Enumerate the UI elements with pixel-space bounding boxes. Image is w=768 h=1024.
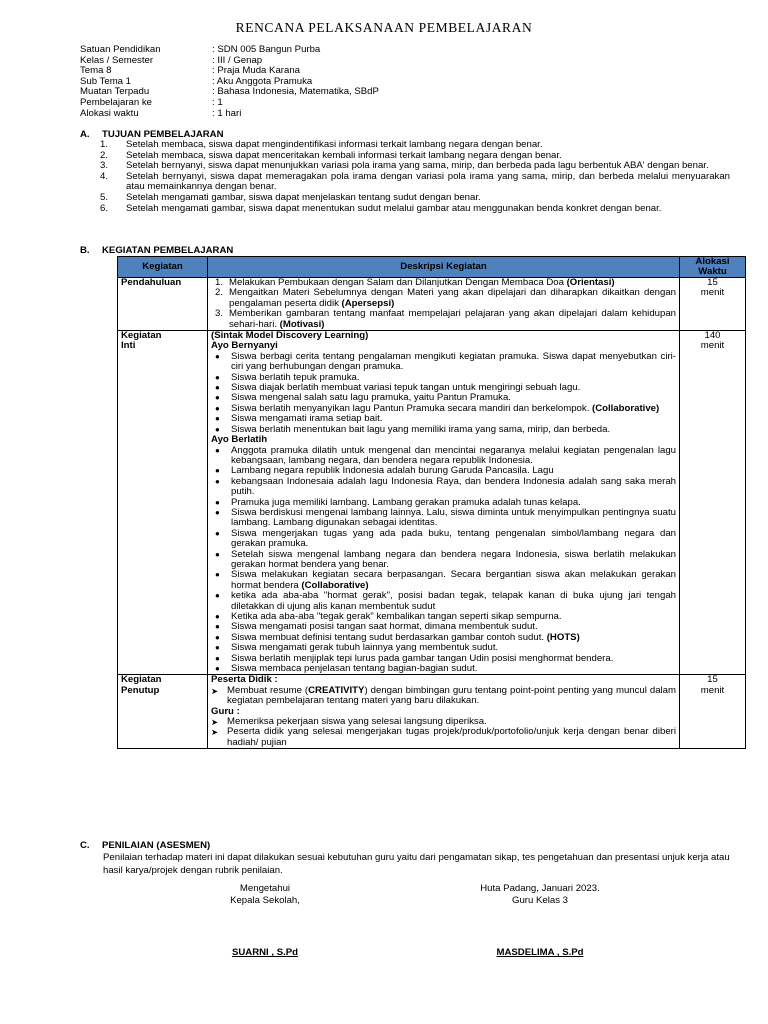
list-item <box>211 550 676 571</box>
objective-text: Setelah mengamati gambar, siswa dapat menentukan sudut melalui gambar atau menggunakan benda konkret dengan benar. <box>126 202 662 214</box>
bullet-dot-icon: ● <box>215 591 220 601</box>
bullet-dot-icon: ● <box>215 414 220 424</box>
list-item <box>211 288 676 309</box>
arrow-right-icon: ➤ <box>211 717 219 728</box>
info-row <box>80 98 520 109</box>
info-value: : 1 <box>212 96 223 108</box>
item-body: Anggota pramuka dilatih untuk mengenal dan mencintai negaranya melalui kegiatan pengenalan lagu kebangsaan, lambang negara, dan bendera negara republik Indonesia. <box>231 444 676 466</box>
section-b-heading: B. KEGIATAN PEMBELAJARAN <box>80 245 234 256</box>
signature-left: Mengetahui Kepala Sekolah, SUARNI , S.Pd <box>190 883 340 963</box>
objective-number: 3. <box>100 160 109 172</box>
item-body: Siswa membuat definisi tentang sudut berdasarkan gambar contoh sudut. <box>231 631 545 643</box>
info-label: Tema 8 <box>80 65 112 77</box>
phase-name: Pendahuluan <box>118 278 208 331</box>
item-body: Siswa mengamati irama setiap bait. <box>231 413 383 425</box>
phase-description <box>208 278 680 331</box>
bullet-dot-icon: ● <box>215 372 220 382</box>
item-emphasis: CREATIVITY <box>308 684 365 696</box>
objective-item <box>100 172 730 193</box>
bullet-dot-icon: ● <box>215 653 220 663</box>
learning-objectives-list <box>100 140 730 214</box>
objective-number: 6. <box>100 202 109 214</box>
item-body: Siswa berdiskusi mengenai lambang lainnya. Lalu, siswa diminta untuk menyimpulkan pentingnya suatu lambang. Lambang digunakan sebagai identitas. <box>231 506 676 529</box>
item-body: ketika ada aba-aba "hormat gerak", posisi badan tegak, telapak kanan di buka ujung jari tengah diletakkan di ujung alis kanan membentuk sudut <box>231 590 676 612</box>
bullet-dot-icon: ● <box>215 507 220 517</box>
info-value: : Aku Anggota Pramuka <box>212 75 313 87</box>
bullet-dot-icon: ● <box>215 643 220 653</box>
list-item <box>211 529 676 550</box>
item-tag: (Collaborative) <box>592 402 660 414</box>
bullet-dot-icon: ● <box>215 528 220 538</box>
item-body: Mengaitkan Materi Sebelumnya dengan Materi yang akan dipelajari dan diharapkan dikaitkan dengan pengalaman peserta didik <box>229 287 676 309</box>
table-row-pendahuluan <box>118 278 746 331</box>
peserta-label: Peserta Didik : <box>211 674 278 686</box>
list-item <box>211 591 676 612</box>
subheading-ayo-berlatih: Ayo Berlatih <box>211 434 268 446</box>
list-item <box>211 477 676 498</box>
bullet-dot-icon: ● <box>215 424 220 434</box>
item-text <box>231 446 676 467</box>
item-body: Siswa berlatih menyanyikan lagu Pantun Pramuka secara mandiri dan berkelompok. <box>231 402 590 414</box>
document-title: RENCANA PELAKSANAAN PEMBELAJARAN <box>235 20 533 35</box>
bullet-dot-icon: ● <box>215 393 220 403</box>
info-row <box>80 45 520 56</box>
subheading-ayo-bernyanyi: Ayo Bernyanyi <box>211 340 278 352</box>
item-text <box>231 550 676 571</box>
item-text <box>231 425 676 435</box>
item-body: Siswa diajak berlatih membuat variasi tepuk tangan untuk mengiringi sebuah lagu. <box>231 382 581 394</box>
bullet-dot-icon: ● <box>215 497 220 507</box>
objective-text: Setelah membaca, siswa dapat menceritakan kembali informasi terkait lambang negara dengan benar. <box>126 149 562 161</box>
info-label: Sub Tema 1 <box>80 75 132 87</box>
item-body: Setelah siswa mengenal lambang negara dan bendera negara Indonesia, siswa berlatih melakukan gerakan hormat bendera yang benar. <box>231 548 676 570</box>
info-value: : III / Genap <box>212 54 263 66</box>
item-text <box>231 477 676 498</box>
item-number: 1. <box>215 277 224 288</box>
item-text <box>231 508 676 529</box>
item-tag: (HOTS) <box>546 631 580 643</box>
section-a-heading: A. TUJUAN PEMBELAJARAN <box>80 129 224 140</box>
objective-text: Setelah bernyanyi, siswa dapat memeragakan pola irama dengan variasi pola irama yang sama, mirip, dan berbeda melalui menyuarakan atau memainkannya dengan benar. <box>126 170 730 193</box>
bullet-dot-icon: ● <box>215 570 220 580</box>
item-number: 2. <box>215 287 224 299</box>
info-label: Alokasi waktu <box>80 107 139 119</box>
list-item <box>211 570 676 591</box>
phase-time: 15 menit <box>680 278 746 331</box>
objective-number: 2. <box>100 149 109 161</box>
arrow-right-icon: ➤ <box>211 685 219 696</box>
list-item <box>211 686 676 707</box>
phase-time: 15 menit <box>680 675 746 749</box>
item-body: Membuat resume ( <box>227 684 309 696</box>
phase-time: 140 menit <box>680 331 746 675</box>
info-label: Pembelajaran ke <box>80 96 152 108</box>
list-item <box>211 309 676 330</box>
item-text <box>231 664 676 674</box>
info-value: : Praja Muda Karana <box>212 65 300 77</box>
item-text <box>231 352 676 373</box>
item-body-end: ) dengan bimbingan guru tentang point-point penting yang muncul dalam kegiatan pembelajaran tentang materi yang baru dilakukan. <box>227 684 676 707</box>
item-body: Siswa mengamati gerak tubuh lainnya yang membentuk sudut. <box>231 642 499 654</box>
bullet-dot-icon: ● <box>215 664 220 674</box>
bullet-dot-icon: ● <box>215 612 220 621</box>
bullet-dot-icon: ● <box>215 351 220 361</box>
item-body: Siswa melakukan kegiatan secara berpasangan. Secara bergantian siswa akan melakukan gerakan hormat bendera <box>231 569 676 591</box>
info-value: : Bahasa Indonesia, Matematika, SBdP <box>212 86 379 98</box>
header-alokasi: Alokasi Waktu <box>680 257 746 278</box>
info-row <box>80 56 520 67</box>
item-body: Siswa berlatih tepuk pramuka. <box>231 371 360 383</box>
table-header-row <box>118 257 746 278</box>
item-text <box>231 570 676 591</box>
item-text <box>227 727 676 748</box>
bullet-dot-icon: ● <box>215 466 220 476</box>
item-body: Siswa membaca penjelasan tentang bagian-bagian sudut. <box>231 663 478 675</box>
info-value: : 1 hari <box>212 107 242 119</box>
item-tag: (Apersepsi) <box>341 297 395 309</box>
item-body: Siswa berlatih menjiplak tepi lurus pada gambar tangan Udin posisi menghormat bendera. <box>231 652 614 664</box>
guru-label: Guru : <box>211 705 240 717</box>
objective-text: Setelah mengamati gambar, siswa dapat menjelaskan tentang sudut dengan benar. <box>126 191 481 203</box>
phase-name: Kegiatan Inti <box>118 331 208 675</box>
list-item <box>211 508 676 529</box>
item-tag: (Orientasi) <box>566 277 615 288</box>
item-body: Memberikan gambaran tentang manfaat mempelajari pelajaran yang akan dipelajari dalam kehidupan sehari-hari. <box>229 308 676 330</box>
item-text <box>231 529 676 550</box>
header-kegiatan: Kegiatan <box>118 257 208 278</box>
objective-item <box>100 140 730 151</box>
objective-item <box>100 193 730 204</box>
teacher-name: MASDELIMA , S.Pd <box>496 947 584 958</box>
item-body: Siswa berlatih menentukan bait lagu yang memiliki irama yang sama, mirip, dan berbeda. <box>231 423 611 435</box>
item-body: Melakukan Pembukaan dengan Salam dan Dilanjutkan Dengan Membaca Doa <box>229 277 564 288</box>
item-text <box>229 288 676 309</box>
bullet-dot-icon: ● <box>215 403 220 413</box>
table-row-penutup <box>118 675 746 749</box>
activities-table <box>117 256 746 749</box>
item-body: Siswa berbagi cerita tentang pengalaman mengikuti kegiatan pramuka. Siswa dapat menyebutkan ciri-ciri yang berhubungan dengan pramuka. <box>231 350 676 373</box>
list-item <box>211 352 676 373</box>
item-body: Lambang negara republik Indonesia adalah burung Garuda Pancasila. Lagu <box>231 465 554 477</box>
bullet-dot-icon: ● <box>215 445 220 455</box>
list-item <box>211 425 676 435</box>
bullet-dot-icon: ● <box>215 632 220 642</box>
phase-name: Kegiatan Penutup <box>118 675 208 749</box>
info-label: Kelas / Semester <box>80 54 154 66</box>
item-body: Pramuka juga memiliki lambang. Lambang gerakan pramuka adalah tunas kelapa. <box>231 496 581 508</box>
list-item <box>211 664 676 674</box>
item-tag: (Collaborative) <box>301 579 369 591</box>
item-body: Peserta didik yang selesai mengerjakan tugas projek/produk/portofolio/unjuk kerja dengan benar diberi hadiah/ pujian <box>227 726 676 748</box>
item-text <box>231 591 676 612</box>
objective-number: 1. <box>100 139 109 150</box>
header-deskripsi: Deskripsi Kegiatan <box>208 257 680 278</box>
list-item <box>211 727 676 748</box>
item-number: 3. <box>215 308 224 320</box>
list-item <box>211 446 676 467</box>
info-row <box>80 109 520 120</box>
item-body: Siswa mengerjakan tugas yang ada pada buku, tentang pengenalan simbol/lambang negara dan gerakan pramuka. <box>231 527 676 550</box>
item-text <box>229 309 676 330</box>
objective-text: Setelah bernyanyi, siswa dapat menunjukkan variasi pola irama yang sama, mirip, dan berbeda pada lagu berbentuk ABA' dengan benar. <box>126 160 709 172</box>
section-c-heading: C. PENILAIAN (ASESMEN) <box>80 840 211 851</box>
objective-text: Setelah membaca, siswa dapat mengindentifikasi informasi terkait lambang negara dengan benar. <box>126 139 543 150</box>
objective-item <box>100 204 730 215</box>
item-body: Memeriksa pekerjaan siswa yang selesai langsung diperiksa. <box>227 716 487 728</box>
identity-block <box>80 45 520 119</box>
headmaster-name: SUARNI , S.Pd <box>231 947 299 958</box>
arrow-right-icon: ➤ <box>211 727 219 738</box>
objective-number: 5. <box>100 191 109 203</box>
signature-right: Huta Padang, Januari 2023. Guru Kelas 3 MASDELIMA , S.Pd <box>450 883 630 963</box>
item-body: Siswa mengamati posisi tangan saat hormat, dimana membentuk sudut. <box>231 621 538 633</box>
bullet-dot-icon: ● <box>215 549 220 559</box>
info-value: : SDN 005 Bangun Purba <box>212 44 321 55</box>
model-label: (Sintak Model Discovery Learning) <box>211 330 369 342</box>
phase-description <box>208 675 680 749</box>
objective-number: 4. <box>100 170 109 182</box>
item-body: kebangsaan Indonesaia adalah lagu Indonesia Raya, dan bendera Indonesia adalah sang saka merah putih. <box>231 475 676 498</box>
item-body: Ketika ada aba-aba "tegak gerak" kembalikan tangan seperti sikap sempurna. <box>231 611 562 622</box>
item-text <box>227 686 676 707</box>
phase-description <box>208 331 680 675</box>
info-label: Satuan Pendidikan <box>80 44 161 55</box>
info-label: Muatan Terpadu <box>80 86 150 98</box>
assessment-text: Penilaian terhadap materi ini dapat dilakukan sesuai kebutuhan guru yaitu dari pengamatan sikap, tes pengetahuan dan presentasi unjuk kerja atau hasil karya/projek dengan rubrik penilaian. <box>103 852 730 876</box>
item-body: Siswa mengenal salah satu lagu pramuka, yaitu Pantun Pramuka. <box>231 392 511 404</box>
bullet-dot-icon: ● <box>215 622 220 632</box>
table-row-inti <box>118 331 746 675</box>
item-tag: (Motivasi) <box>279 318 325 330</box>
bullet-dot-icon: ● <box>215 383 220 393</box>
bullet-dot-icon: ● <box>215 476 220 486</box>
